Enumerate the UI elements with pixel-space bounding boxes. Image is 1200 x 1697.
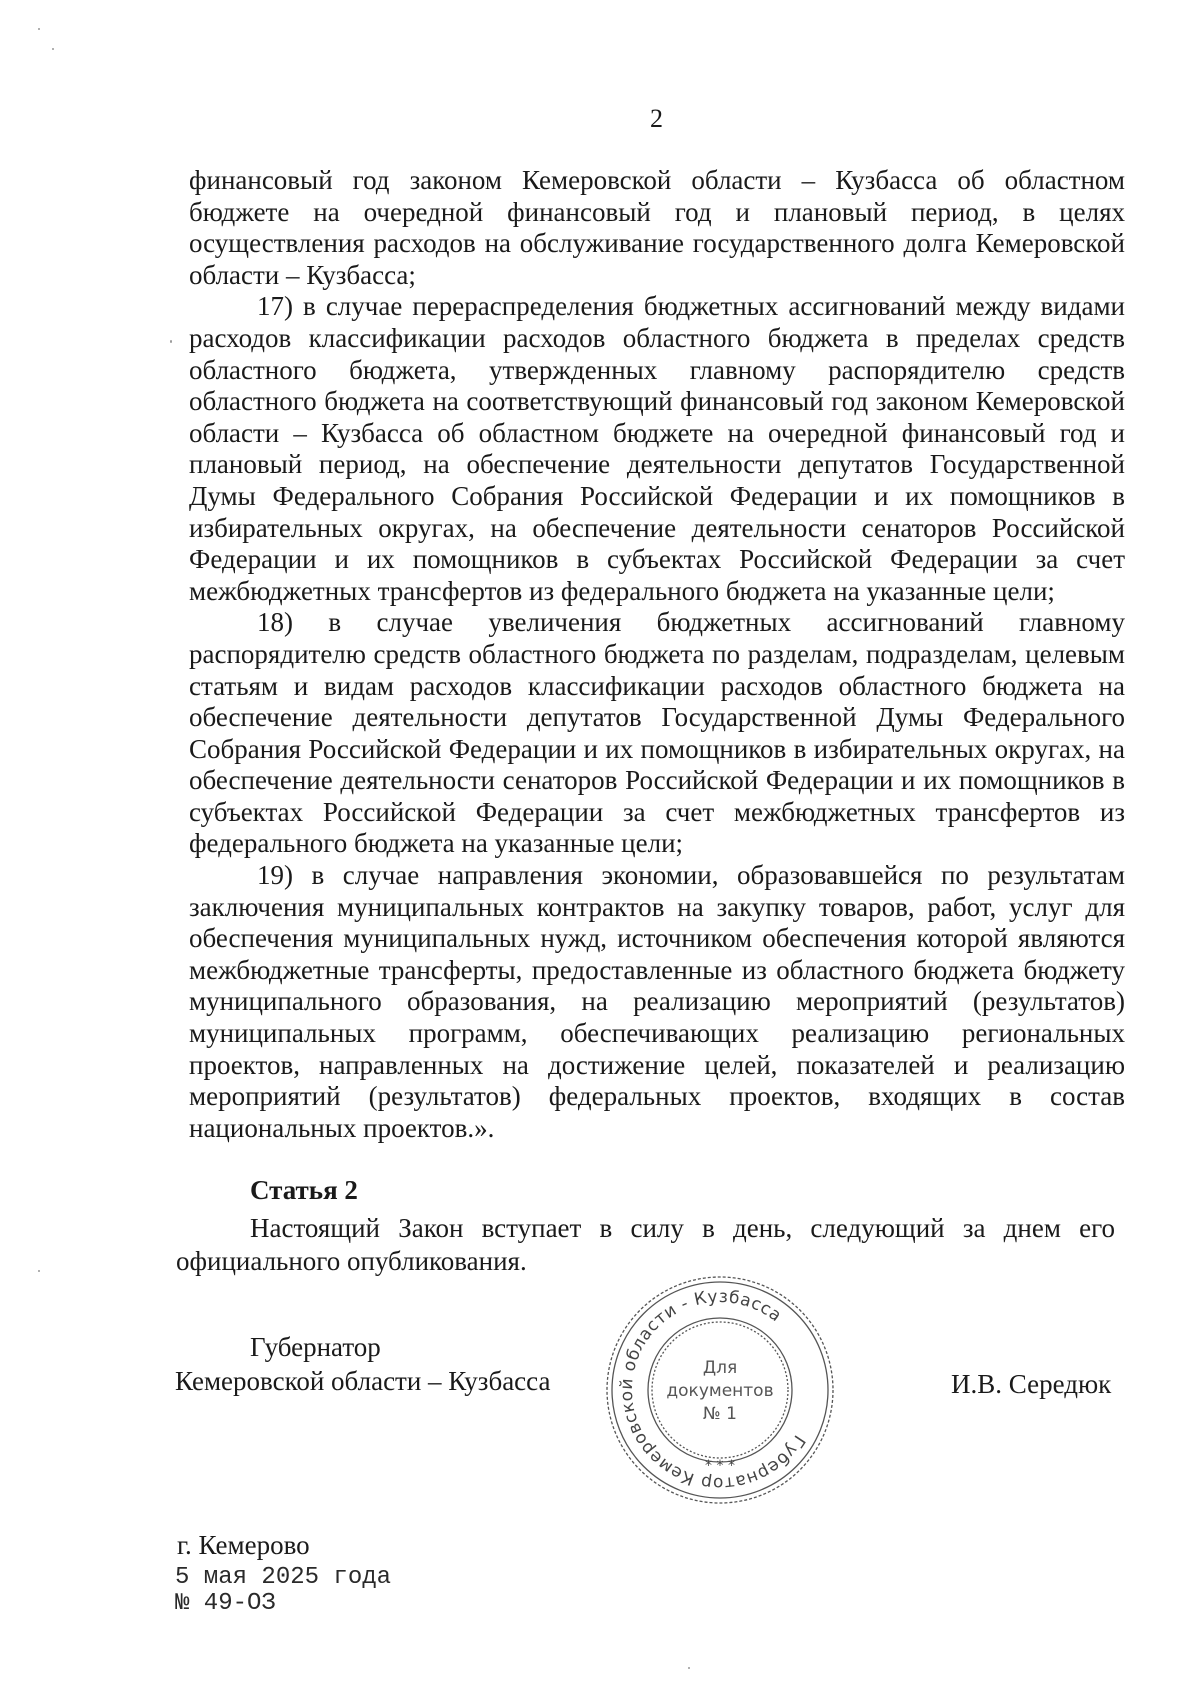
paragraph-item-17: 17) в случае перераспределения бюджетных ассигнований между видами расходов классификации расходов областного бюджета в пределах средств областного бюджета, утвержденных главному распорядителю средств областного бюджета на соответствующий финансовый год законом Кемеровской области – Кузбасса об областном бюджете на очередной финансовый год и плановый период, на обеспечение деятельности депутатов Государственной Думы Федерального Собрания Российской Федерации и их помощников в избирательных округах, на обеспечение деятельности сенаторов Российской Федерации и их помощников в субъектах Российской Федерации за счет межбюджетных трансфертов из федерального бюджета на указанные цели;	[189, 291, 1125, 606]
scan-speck	[688, 1667, 690, 1669]
scan-speck	[38, 28, 40, 30]
scan-speck	[170, 340, 172, 343]
signatory-region: Кемеровской области – Кузбасса	[175, 1366, 551, 1396]
page-number: 2	[650, 104, 663, 133]
scan-speck	[38, 1270, 40, 1272]
seal-stars: * * *	[705, 1458, 735, 1474]
signatory-name: И.В. Середюк	[951, 1369, 1112, 1399]
paragraph-item-19: 19) в случае направления экономии, образовавшейся по результатам заключения муниципальных контрактов на закупку товаров, работ, услуг для обеспечения муниципальных нужд, источником обеспечения которой являются межбюджетные трансферты, предоставленные из областного бюджета бюджету муниципального образования, на реализацию мероприятий (результатов) муниципальных программ, обеспечивающих реализацию региональных проектов, направленных на достижение целей, показателей и реализацию мероприятий (результатов) федеральных проектов, входящих в состав национальных проектов.».	[189, 860, 1125, 1143]
body-text	[189, 165, 1125, 1144]
paragraph-continuation: финансовый год законом Кемеровской области – Кузбасса об областном бюджете на очередной финансовый год и плановый период, в целях осуществления расходов на обслуживание государственного долга Кемеровской области – Кузбасса;	[189, 165, 1125, 290]
paragraph-item-18: 18) в случае увеличения бюджетных ассигнований главному распорядителю средств областного бюджета по разделам, подразделам, целевым статьям и видам расходов классификации расходов областного бюджета на обеспечение деятельности депутатов Государственной Думы Федерального Собрания Российской Федерации и их помощников в избирательных округах, на обеспечение деятельности сенаторов Российской Федерации и их помощников в субъектах Российской Федерации за счет межбюджетных трансфертов из федерального бюджета на указанные цели;	[189, 607, 1125, 859]
law-number: № 49-ОЗ	[175, 1590, 276, 1617]
article-text: Настоящий Закон вступает в силу в день, следующий за днем его официального опубликования.	[176, 1213, 1115, 1276]
seal-center-line-1: Для	[702, 1358, 738, 1378]
law-date: 5 мая 2025 года	[175, 1564, 392, 1591]
seal-center-line-3: № 1	[703, 1404, 737, 1424]
article-heading: Статья 2	[250, 1175, 358, 1205]
official-seal	[600, 1270, 840, 1510]
seal-center-line-2: документов	[666, 1381, 774, 1401]
city: г. Кемерово	[177, 1530, 310, 1560]
seal-ring-text: Губернатор Кемеровской области - Кузбасса	[616, 1286, 809, 1494]
scan-speck	[52, 48, 54, 50]
signatory-title: Губернатор	[250, 1332, 381, 1362]
